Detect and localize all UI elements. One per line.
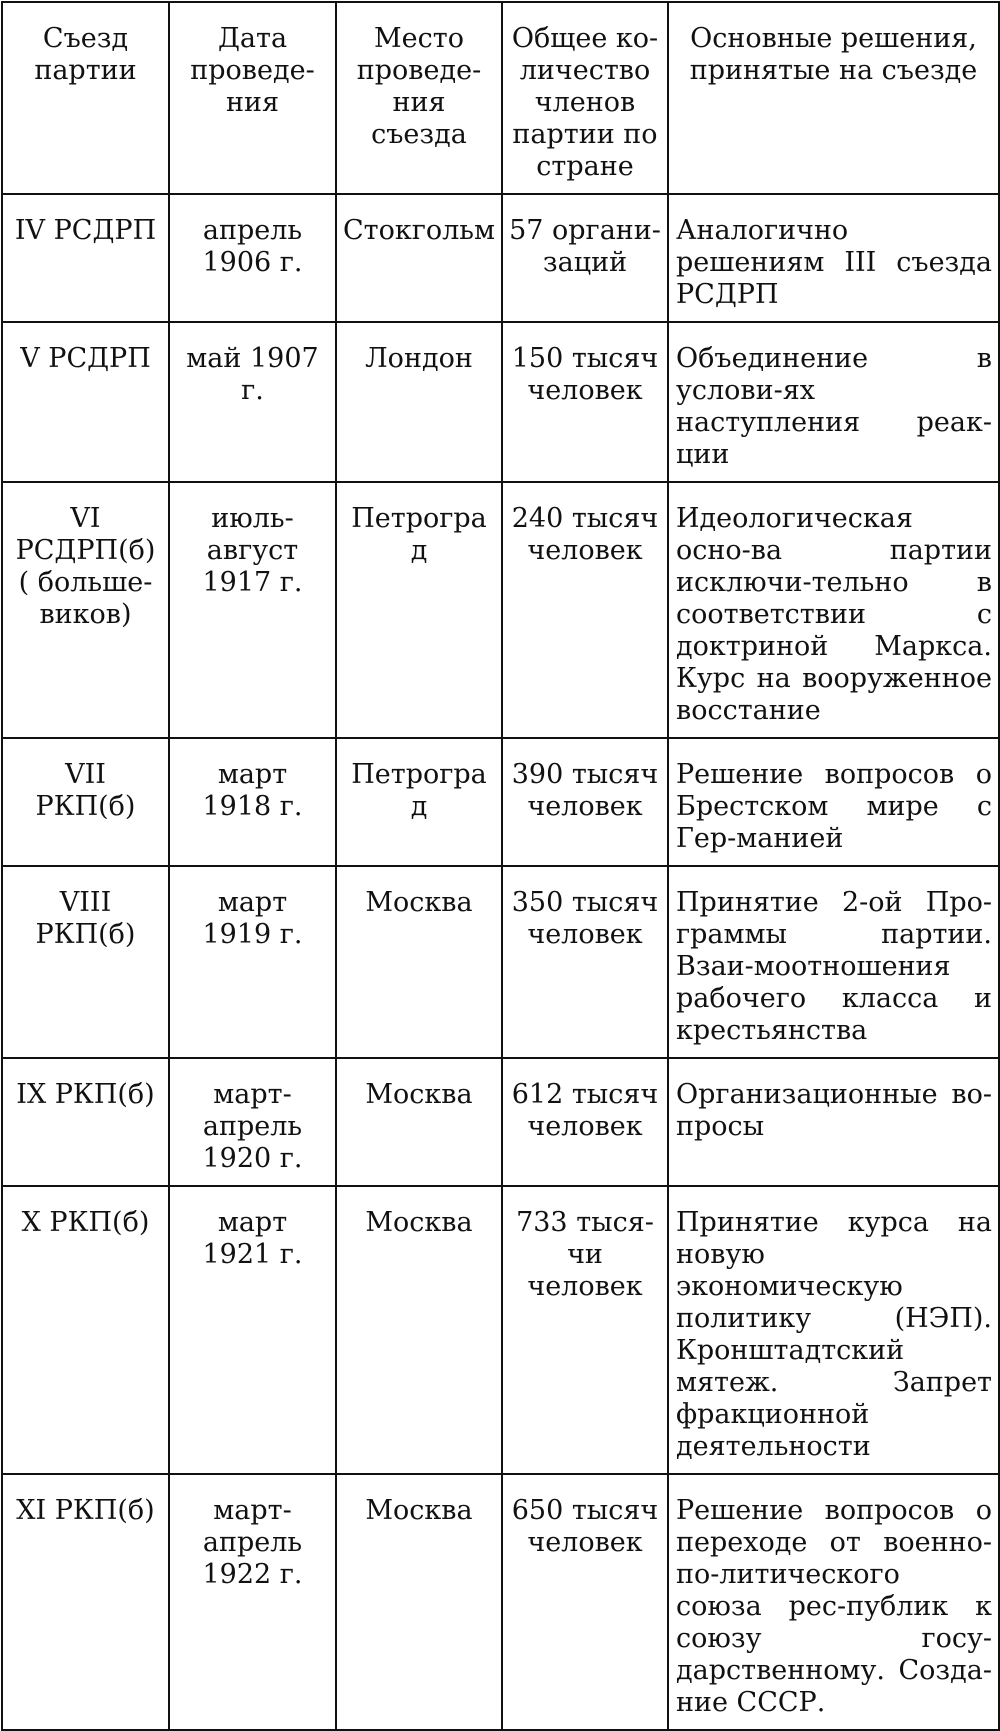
header-place: Место проведе- ния съезда	[336, 2, 502, 194]
cell-congress: X РКП(б)	[2, 1186, 169, 1474]
header-congress: Съезд партии	[2, 2, 169, 194]
cell-decisions: Объединение в услови-ях наступления реак-ции	[668, 322, 999, 482]
cell-date: май 1907 г.	[169, 322, 336, 482]
cell-place: Москва	[336, 866, 502, 1058]
cell-date: март- апрель 1920 г.	[169, 1058, 336, 1186]
table-row	[2, 482, 999, 738]
cell-date: март 1918 г.	[169, 738, 336, 866]
table-row	[2, 1058, 999, 1186]
cell-congress: XI РКП(б)	[2, 1474, 169, 1730]
header-decisions: Основные решения, принятые на съезде	[668, 2, 999, 194]
table-row	[2, 738, 999, 866]
cell-congress: IX РКП(б)	[2, 1058, 169, 1186]
cell-decisions: Решение вопросов о переходе от военно-по-литического союза рес-публик к союзу госу-дарственному. Созда-ние СССР.	[668, 1474, 999, 1730]
cell-congress: VIII РКП(б)	[2, 866, 169, 1058]
cell-members: 612 тысяч человек	[502, 1058, 668, 1186]
cell-members: 390 тысяч человек	[502, 738, 668, 866]
table-row	[2, 866, 999, 1058]
cell-place: Петроград	[336, 482, 502, 738]
cell-date: март 1921 г.	[169, 1186, 336, 1474]
cell-congress: IV РСДРП	[2, 194, 169, 322]
cell-place: Петроград	[336, 738, 502, 866]
cell-congress: VII РКП(б)	[2, 738, 169, 866]
cell-congress: V РСДРП	[2, 322, 169, 482]
table-row	[2, 1186, 999, 1474]
cell-members: 350 тысяч человек	[502, 866, 668, 1058]
party-congress-table	[1, 1, 1000, 1731]
cell-date: апрель 1906 г.	[169, 194, 336, 322]
cell-place: Москва	[336, 1058, 502, 1186]
cell-decisions: Принятие 2-ой Про-граммы партии. Взаи-моотношения рабочего класса и крестьянства	[668, 866, 999, 1058]
cell-members: 650 тысяч человек	[502, 1474, 668, 1730]
cell-place: Москва	[336, 1186, 502, 1474]
table-header-row	[2, 2, 999, 194]
cell-decisions: Организационные во-просы	[668, 1058, 999, 1186]
table-row	[2, 1474, 999, 1730]
cell-members: 57 органи- заций	[502, 194, 668, 322]
cell-date: июль- август 1917 г.	[169, 482, 336, 738]
cell-place: Москва	[336, 1474, 502, 1730]
table-row	[2, 194, 999, 322]
cell-members: 150 тысяч человек	[502, 322, 668, 482]
cell-date: март- апрель 1922 г.	[169, 1474, 336, 1730]
cell-members: 240 тысяч человек	[502, 482, 668, 738]
cell-congress: VI РСДРП(б) ( больше- виков)	[2, 482, 169, 738]
header-date: Дата проведе- ния	[169, 2, 336, 194]
cell-decisions: Аналогично решениям III съезда РСДРП	[668, 194, 999, 322]
cell-place: Стокгольм	[336, 194, 502, 322]
cell-members: 733 тыся- чи человек	[502, 1186, 668, 1474]
table-row	[2, 322, 999, 482]
cell-decisions: Принятие курса на новую экономическую политику (НЭП). Кронштадтский мятеж. Запрет фракционной деятельности	[668, 1186, 999, 1474]
header-members: Общее ко- личество членов партии по стране	[502, 2, 668, 194]
cell-date: март 1919 г.	[169, 866, 336, 1058]
cell-place: Лондон	[336, 322, 502, 482]
cell-decisions: Решение вопросов о Брестском мире с Гер-манией	[668, 738, 999, 866]
cell-decisions: Идеологическая осно-ва партии исключи-тельно в соответствии с доктриной Маркса. Курс на вооруженное восстание	[668, 482, 999, 738]
